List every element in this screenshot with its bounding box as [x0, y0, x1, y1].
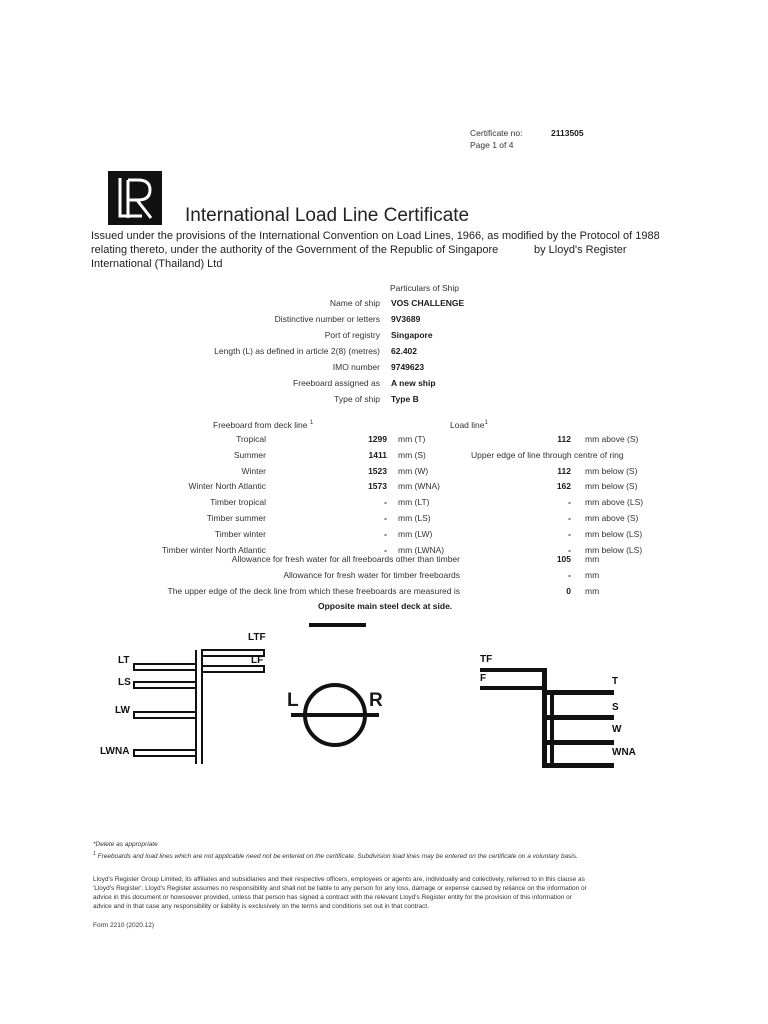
freeboard-value: - — [384, 497, 387, 508]
freeboard-label: Winter — [241, 465, 266, 476]
label-w: W — [612, 724, 622, 735]
label-ltf: LTF — [248, 632, 266, 643]
particulars-label: Port of registry — [324, 330, 380, 340]
timber-load-line-diagram — [130, 640, 270, 770]
certificate-title: International Load Line Certificate — [185, 205, 470, 226]
label-wna: WNA — [612, 747, 636, 758]
footnote-delete: *Delete as appropriate — [93, 841, 158, 848]
deck-line-note: Opposite main steel deck at side. — [318, 601, 453, 611]
footnote-1: $^1$ Freeboards and load lines which are not applicable need not be entered on the certificate. Subdivision load lines may be entered on the certificate on a voluntary basis. — [93, 851, 578, 861]
load-line-unit: mm below (LS) — [585, 544, 643, 555]
page-number: Page 1 of 4 — [470, 140, 514, 150]
freeboard-unit: mm (LT) — [398, 497, 430, 508]
disclaimer-line-4: advice and in that case any responsibility or liability is exclusively on the terms and conditions set out in that contract. — [93, 903, 430, 910]
disclaimer-line-3: advice in this document or howsoever provided, unless that person has signed a contract with the relevant Lloyd's Register entity for the provision of this information or — [93, 894, 572, 901]
allowance-unit: mm — [585, 585, 600, 596]
allowance-label: The upper edge of the deck line from which these freeboards are measured is — [167, 585, 460, 596]
load-line-unit: mm below (S) — [585, 465, 638, 476]
freeboard-value: - — [384, 528, 387, 539]
load-line-diagram — [470, 660, 620, 772]
label-ls: LS — [118, 677, 131, 688]
freeboard-heading: Freeboard from deck line $^1$ — [213, 420, 314, 430]
freeboard-value: 1523 — [368, 465, 387, 476]
load-line-value: - — [568, 528, 571, 539]
freeboard-value: 1573 — [368, 481, 387, 492]
intro-line-2b: by Lloyd's Register — [534, 244, 627, 256]
allowance-label: Allowance for fresh water for all freeboards other than timber — [231, 554, 460, 564]
freeboard-label: Timber winter North Atlantic — [161, 544, 266, 555]
freeboard-unit: mm (T) — [398, 434, 426, 444]
load-line-unit: mm above (S) — [585, 434, 639, 444]
ring-letter-r: R — [369, 690, 383, 711]
particulars-label: Length (L) as defined in article 2(8) (metres) — [214, 346, 380, 356]
freeboard-unit: mm (S) — [398, 449, 426, 460]
intro-line-3: International (Thailand) Ltd — [91, 258, 223, 270]
freeboard-label: Timber summer — [206, 513, 266, 523]
freeboard-value: 1411 — [368, 449, 387, 460]
load-line-value: - — [568, 544, 571, 555]
freeboard-unit: mm (LS) — [398, 513, 431, 523]
allowance-value: - — [568, 569, 571, 580]
freeboard-unit: mm (LWNA) — [398, 544, 445, 555]
load-line-heading: Load line$^1$ — [450, 420, 488, 430]
particulars-value: A new ship — [391, 378, 436, 388]
particulars-label: IMO number — [332, 362, 380, 372]
label-s: S — [612, 702, 619, 713]
allowance-value: 0 — [566, 585, 571, 596]
particulars-value: Type B — [391, 394, 419, 404]
certificate-no-label: Certificate no: — [470, 128, 523, 138]
particulars-label: Distinctive number or letters — [274, 314, 380, 324]
freeboard-label: Tropical — [236, 434, 266, 444]
allowance-value: 105 — [556, 554, 571, 564]
allowance-label: Allowance for fresh water for timber freeboards — [283, 569, 460, 580]
load-line-value: 112 — [557, 465, 571, 476]
disclaimer-line-1: Lloyd's Register Group Limited, its affiliates and subsidiaries and their respective officers, employees or agents are, individually and collectively, referred to in this clause as — [93, 876, 585, 883]
particulars-label: Freeboard assigned as — [293, 378, 380, 388]
label-lwna: LWNA — [100, 746, 130, 757]
particulars-value: 9V3689 — [391, 314, 421, 324]
intro-line-2a: relating thereto, under the authority of the Government of the Republic of Singapore — [91, 244, 499, 256]
load-line-value: 162 — [556, 481, 571, 492]
disclaimer-line-2: 'Lloyd's Register'. Lloyd's Register assumes no responsibility and shall not be liable to any person for any loss, damage or expense caused by reliance on the information or — [93, 885, 587, 892]
load-line-value: - — [568, 497, 571, 508]
freeboard-value: - — [384, 544, 387, 555]
load-line-value: - — [568, 513, 571, 523]
particulars-value: 62.402 — [391, 346, 417, 356]
label-tf: TF — [480, 654, 493, 665]
freeboard-label: Winter North Atlantic — [188, 481, 266, 492]
load-line-unit: mm above (LS) — [585, 497, 644, 508]
deck-line-mark — [309, 623, 366, 627]
freeboard-unit: mm (LW) — [398, 528, 433, 539]
label-lf: LF — [251, 655, 264, 666]
load-line-unit: Upper edge of line through centre of ring — [471, 449, 624, 460]
freeboard-label: Timber tropical — [210, 497, 266, 508]
particulars-heading: Particulars of Ship — [390, 283, 459, 293]
particulars-value: VOS CHALLENGE — [391, 298, 465, 308]
allowance-unit: mm — [585, 554, 600, 564]
label-f: F — [480, 673, 487, 684]
freeboard-label: Timber winter — [214, 528, 266, 539]
form-number: Form 2210 (2020.12) — [93, 922, 155, 929]
load-line-value: 112 — [557, 434, 571, 444]
label-t: T — [612, 676, 619, 687]
lloyds-register-logo — [108, 171, 162, 225]
particulars-value: Singapore — [391, 330, 433, 340]
label-lt: LT — [118, 655, 130, 666]
freeboard-unit: mm (WNA) — [398, 481, 441, 492]
load-line-unit: mm above (S) — [585, 513, 639, 523]
particulars-value: 9749623 — [391, 362, 425, 372]
label-lw: LW — [115, 705, 130, 716]
freeboard-value: - — [384, 513, 387, 523]
allowance-unit: mm — [585, 569, 600, 580]
ring-letter-l: L — [287, 690, 299, 711]
load-line-unit: mm below (LS) — [585, 528, 643, 539]
particulars-label: Name of ship — [329, 298, 380, 308]
freeboard-value: 1299 — [368, 434, 387, 444]
load-line-unit: mm below (S) — [585, 481, 638, 492]
intro-line-1: Issued under the provisions of the International Convention on Load Lines, 1966, as modified by the Protocol of 1988 — [91, 230, 660, 242]
freeboard-label: Summer — [233, 449, 266, 460]
particulars-label: Type of ship — [334, 394, 380, 404]
freeboard-unit: mm (W) — [398, 465, 429, 476]
certificate-no: 2113505 — [551, 128, 584, 138]
